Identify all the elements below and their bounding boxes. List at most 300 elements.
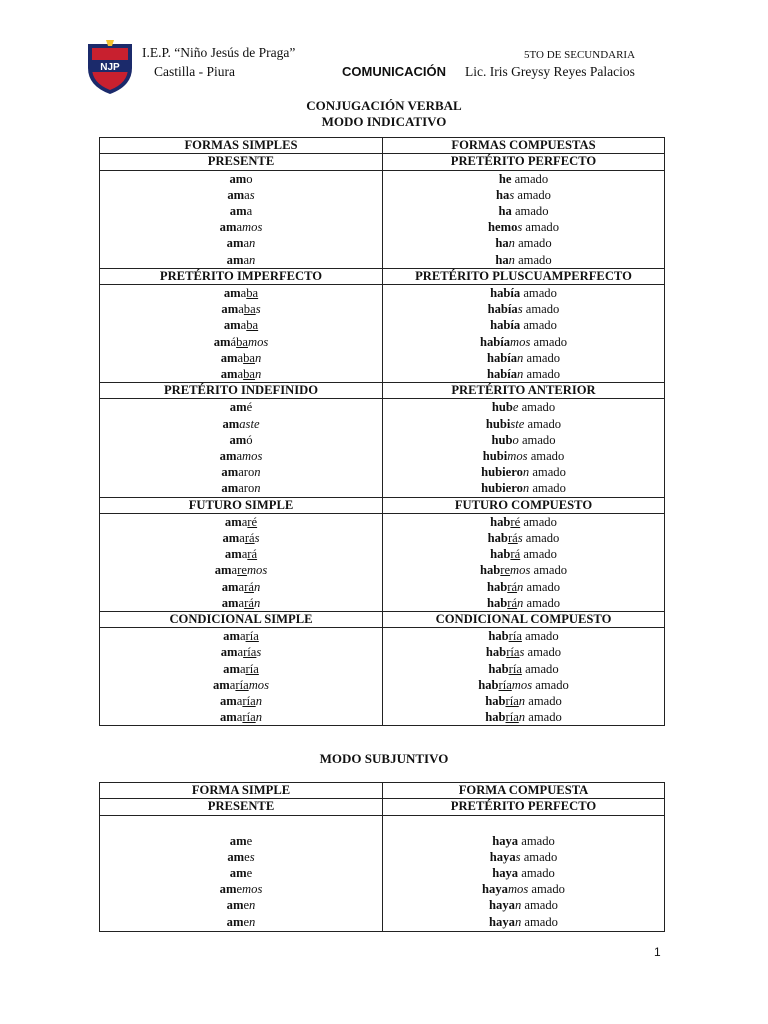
verb-part: a xyxy=(240,286,247,301)
verb-part: a xyxy=(238,579,245,594)
verb-form xyxy=(387,432,660,448)
verb-stem: había xyxy=(490,318,521,333)
verb-stem: he xyxy=(498,171,512,186)
verb-stem: am xyxy=(223,661,240,676)
col-header-left: FORMA SIMPLE xyxy=(100,783,383,799)
verb-ending: n xyxy=(249,914,256,929)
verb-stem: había xyxy=(487,302,518,317)
verb-ending: mos xyxy=(510,334,531,349)
tense-title: PRETÉRITO PERFECTO xyxy=(383,799,665,815)
verb-part: rá xyxy=(244,531,255,546)
verb-part: amado xyxy=(532,677,569,692)
verb-stem: hab xyxy=(485,645,507,660)
verb-part: amado xyxy=(529,481,566,496)
verb-ending: n xyxy=(517,350,524,365)
verb-stem: am xyxy=(226,898,244,913)
verb-ending: s xyxy=(517,531,523,546)
indicativo-body xyxy=(100,138,665,726)
verb-form xyxy=(387,203,660,219)
verb-stem: am xyxy=(222,531,240,546)
verb-stem: am xyxy=(213,677,230,692)
verb-part: a xyxy=(240,318,247,333)
verb-ending: s xyxy=(509,187,515,202)
verb-ending: n xyxy=(518,694,526,709)
conjugation-cell xyxy=(100,399,383,497)
verb-form xyxy=(387,464,660,480)
page-number: 1 xyxy=(654,945,661,959)
verb-stem: am xyxy=(226,252,244,267)
verb-form xyxy=(387,914,660,930)
verb-stem: am xyxy=(224,547,242,562)
verb-form xyxy=(104,301,378,317)
verb-stem: había xyxy=(490,286,521,301)
verb-part: rá xyxy=(244,595,254,610)
col-header-left: FORMAS SIMPLES xyxy=(100,138,383,154)
verb-part: amado xyxy=(520,547,557,562)
verb-ending: mos xyxy=(242,449,263,463)
verb-form xyxy=(387,350,660,366)
verb-stem: am xyxy=(226,236,244,251)
verb-stem: am xyxy=(221,465,239,480)
verb-stem: am xyxy=(219,882,237,897)
verb-ending: mos xyxy=(242,882,263,897)
verb-part: rá xyxy=(247,547,258,562)
verb-ending: n xyxy=(517,366,524,381)
verb-form xyxy=(387,677,660,693)
verb-part: amado xyxy=(523,366,561,381)
verb-stem: am xyxy=(223,286,241,301)
conjugation-cell xyxy=(383,285,665,383)
logo-text: NJP xyxy=(100,62,120,73)
col-header-right: FORMA COMPUESTA xyxy=(383,783,665,799)
verb-part: amado xyxy=(518,432,556,447)
verb-stem: am xyxy=(219,220,237,235)
verb-ending: mos xyxy=(246,563,268,578)
verb-part: amado xyxy=(522,531,560,546)
verb-stem: había xyxy=(486,366,518,381)
verb-form xyxy=(104,464,378,480)
verb-ending: s xyxy=(517,302,523,317)
verb-part: e xyxy=(246,865,253,880)
verb-part: aro xyxy=(238,465,255,480)
verb-ending: s xyxy=(517,220,523,235)
verb-stem: am xyxy=(221,302,239,317)
main-title: CONJUGACIÓN VERBAL xyxy=(306,98,462,113)
verb-form xyxy=(104,514,378,530)
verb-ending: n xyxy=(254,350,262,365)
verb-ending: mos xyxy=(242,220,263,235)
verb-part: a xyxy=(237,366,244,381)
verb-part: amado xyxy=(520,514,557,529)
verb-form xyxy=(104,579,378,595)
verb-form xyxy=(104,865,378,881)
verb-form xyxy=(104,530,378,546)
conjugation-cell xyxy=(100,815,383,931)
conjugation-cell xyxy=(100,628,383,726)
verb-stem: am xyxy=(227,187,245,202)
conjugation-row xyxy=(100,815,665,931)
verb-form xyxy=(387,416,660,432)
verb-form xyxy=(104,171,378,187)
verb-form xyxy=(104,661,378,677)
verb-ending: n xyxy=(522,465,530,480)
conjugation-cell xyxy=(100,513,383,611)
verb-part: e xyxy=(243,898,250,913)
verb-part: amado xyxy=(521,629,559,644)
verb-part: amado xyxy=(524,645,562,660)
verb-part: amado xyxy=(525,710,562,725)
conjugation-row xyxy=(100,399,665,497)
conjugation-cell xyxy=(383,513,665,611)
verb-stem: hub xyxy=(491,432,513,447)
verb-form xyxy=(104,285,378,301)
verb-part: amado xyxy=(523,350,561,365)
verb-part: amado xyxy=(525,694,562,709)
verb-stem: am xyxy=(229,432,247,447)
verb-stem: am xyxy=(220,710,237,725)
verb-part: á xyxy=(230,334,237,349)
verb-ending: aste xyxy=(239,416,260,431)
verb-part: a xyxy=(229,677,236,692)
verb-part: a xyxy=(238,302,244,317)
verb-part: ría xyxy=(508,629,522,644)
verb-form xyxy=(104,595,378,611)
verb-stem: hemo xyxy=(487,220,518,235)
verb-ending: mos xyxy=(248,677,269,692)
verb-stem: ha xyxy=(495,252,509,267)
verb-part: a xyxy=(241,514,248,529)
verb-form xyxy=(387,628,660,644)
verb-stem: ha xyxy=(495,236,509,251)
verb-form xyxy=(387,480,660,496)
verb-part: ría xyxy=(242,694,256,709)
verb-form xyxy=(387,833,660,849)
verb-form xyxy=(104,432,378,448)
tense-title: PRETÉRITO PERFECTO xyxy=(383,154,665,170)
verb-ending: n xyxy=(255,710,262,725)
verb-form xyxy=(387,661,660,677)
verb-ending: n xyxy=(517,595,524,610)
tense-title: CONDICIONAL SIMPLE xyxy=(100,611,383,627)
verb-form xyxy=(104,317,378,333)
teacher-name: Lic. Iris Greysy Reyes Palacios xyxy=(465,64,635,79)
tense-header-row xyxy=(100,799,665,815)
verb-part: ba xyxy=(246,318,259,333)
verb-form xyxy=(387,399,660,415)
verb-stem: había xyxy=(486,350,518,365)
tense-header-row xyxy=(100,497,665,513)
verb-part: a xyxy=(236,449,243,463)
verb-ending: mos xyxy=(510,563,531,578)
verb-form xyxy=(104,334,378,350)
conjugation-row xyxy=(100,170,665,268)
verb-stem: hubi xyxy=(485,416,511,431)
verb-form xyxy=(387,285,660,301)
verb-part: aro xyxy=(238,481,255,496)
verb-form xyxy=(104,897,378,913)
verb-form xyxy=(387,235,660,251)
verb-form xyxy=(387,693,660,709)
tense-title: PRESENTE xyxy=(100,799,383,815)
verb-ending: s xyxy=(256,645,262,660)
verb-stem: hab xyxy=(488,629,509,644)
conjugation-cell xyxy=(383,399,665,497)
school-location: Castilla - Piura xyxy=(154,64,235,79)
school-name: I.E.P. “Niño Jesús de Praga” xyxy=(142,45,296,60)
verb-stem: am xyxy=(229,400,247,415)
verb-ending: s xyxy=(519,645,525,660)
verb-form xyxy=(387,579,660,595)
conjugation-row xyxy=(100,513,665,611)
verb-stem: hab xyxy=(479,563,501,578)
verb-ending: s xyxy=(515,849,521,864)
verb-ending: mos xyxy=(507,882,529,897)
verb-form xyxy=(387,849,660,865)
verb-form xyxy=(387,530,660,546)
verb-stem: haya xyxy=(489,914,515,929)
verb-form xyxy=(387,334,660,350)
verb-part: re xyxy=(500,563,511,578)
verb-form xyxy=(104,350,378,366)
verb-ending: n xyxy=(249,252,256,267)
verb-part: amado xyxy=(514,236,552,251)
verb-form xyxy=(104,644,378,660)
verb-form xyxy=(387,317,660,333)
verb-part: ría xyxy=(505,710,519,725)
verb-part: ría xyxy=(508,661,522,676)
verb-form xyxy=(104,914,378,930)
verb-part: ría xyxy=(245,661,259,676)
verb-stem: am xyxy=(229,865,247,880)
verb-stem: haya xyxy=(482,882,508,897)
verb-stem: am xyxy=(220,350,238,365)
verb-stem: am xyxy=(221,481,239,496)
verb-part: ría xyxy=(498,677,512,692)
verb-part: amado xyxy=(514,187,551,202)
verb-part: rá xyxy=(510,547,521,562)
verb-ending: n xyxy=(254,366,262,381)
conjugation-cell xyxy=(100,285,383,383)
table-header-row xyxy=(100,783,665,799)
verb-ending: mos xyxy=(511,677,533,692)
verb-part: a xyxy=(244,187,250,202)
grade-label: 5TO DE SECUNDARIA xyxy=(524,49,636,61)
tense-title: PRESENTE xyxy=(100,154,383,170)
verb-ending: n xyxy=(508,236,515,251)
subjuntivo-table xyxy=(99,782,665,932)
verb-form xyxy=(104,546,378,562)
verb-form xyxy=(387,448,660,464)
conjugation-row xyxy=(100,285,665,383)
verb-form xyxy=(387,252,660,268)
verb-part: amado xyxy=(518,833,555,848)
verb-stem: am xyxy=(214,563,232,578)
verb-stem: am xyxy=(220,366,238,381)
verb-form xyxy=(387,514,660,530)
verb-part: amado xyxy=(521,661,559,676)
verb-stem: am xyxy=(221,579,239,594)
verb-part: e xyxy=(244,849,250,864)
verb-part: e xyxy=(243,914,250,929)
indicativo-table xyxy=(99,137,665,726)
verb-part: e xyxy=(246,833,253,848)
verb-part: ría xyxy=(235,677,249,692)
verb-part: ba xyxy=(246,286,259,301)
verb-stem: haya xyxy=(492,833,519,848)
verb-part: rá xyxy=(244,579,254,594)
verb-form xyxy=(104,252,378,268)
verb-ending: s xyxy=(249,187,255,202)
verb-stem: hubiero xyxy=(481,481,523,496)
verb-ending: mos xyxy=(507,449,528,463)
verb-stem: hab xyxy=(487,531,508,546)
verb-ending: s xyxy=(255,302,261,317)
verb-part: amado xyxy=(529,465,566,480)
verb-part: amado xyxy=(521,898,558,913)
verb-part: ría xyxy=(242,710,256,725)
verb-stem: am xyxy=(227,849,245,864)
verb-form xyxy=(104,833,378,849)
verb-part: a xyxy=(236,710,243,725)
verb-form xyxy=(104,628,378,644)
verb-part: rá xyxy=(507,595,518,610)
verb-stem: am xyxy=(229,171,247,186)
verb-ending: n xyxy=(253,579,261,594)
verb-part: amado xyxy=(520,318,557,333)
verb-form xyxy=(387,366,660,382)
verb-part: re xyxy=(237,563,247,578)
verb-part: amado xyxy=(521,914,558,929)
verb-stem: hab xyxy=(490,547,511,562)
verb-part: ó xyxy=(246,432,253,447)
verb-ending: n xyxy=(518,710,526,725)
verb-stem: haya xyxy=(489,849,516,864)
verb-form xyxy=(104,203,378,219)
verb-part: a xyxy=(237,350,244,365)
verb-part: amado xyxy=(511,203,549,218)
indicativo-title: MODO INDICATIVO xyxy=(321,114,447,129)
tense-title: PRETÉRITO PLUSCUAMPERFECTO xyxy=(383,268,665,284)
table-header-row xyxy=(100,138,665,154)
verb-part: ría xyxy=(245,629,259,644)
school-logo xyxy=(84,38,136,96)
tense-title: PRETÉRITO IMPERFECTO xyxy=(100,268,383,284)
verb-part: amado xyxy=(530,334,568,349)
conjugation-cell xyxy=(100,170,383,268)
verb-stem: hab xyxy=(478,677,499,692)
verb-part: a xyxy=(231,563,238,578)
verb-part: a xyxy=(237,645,244,660)
tense-header-row xyxy=(100,154,665,170)
verb-part: rá xyxy=(507,579,518,594)
verb-form xyxy=(104,849,378,865)
verb-form xyxy=(104,416,378,432)
verb-part: amado xyxy=(514,252,552,267)
verb-stem: am xyxy=(224,514,242,529)
verb-form xyxy=(104,693,378,709)
verb-part: ría xyxy=(243,645,257,660)
verb-form xyxy=(104,677,378,693)
verb-form xyxy=(387,897,660,913)
verb-stem: haya xyxy=(489,898,515,913)
verb-stem: había xyxy=(479,334,511,349)
tense-header-row xyxy=(100,268,665,284)
verb-part: a xyxy=(239,661,246,676)
conjugation-cell xyxy=(383,170,665,268)
verb-form xyxy=(387,171,660,187)
tense-title: PRETÉRITO ANTERIOR xyxy=(383,383,665,399)
verb-part: a xyxy=(243,236,250,251)
verb-stem: hab xyxy=(486,579,508,594)
verb-part: rá xyxy=(507,531,518,546)
verb-stem: hubi xyxy=(482,449,508,463)
verb-stem: hab xyxy=(486,595,508,610)
verb-ending: n xyxy=(254,481,261,496)
verb-part: a xyxy=(239,531,245,546)
verb-part: ré xyxy=(247,514,258,529)
verb-ending: n xyxy=(514,898,522,913)
verb-stem: am xyxy=(220,645,238,660)
verb-stem: am xyxy=(213,334,231,349)
subject-title: COMUNICACIÓN xyxy=(342,64,446,79)
verb-ending: n xyxy=(514,914,522,929)
tense-title: CONDICIONAL COMPUESTO xyxy=(383,611,665,627)
verb-ending: e xyxy=(512,400,519,415)
verb-stem: am xyxy=(223,318,241,333)
verb-part: ría xyxy=(505,694,519,709)
verb-stem: am xyxy=(226,914,244,929)
tense-title: PRETÉRITO INDEFINIDO xyxy=(100,383,383,399)
verb-stem: ha xyxy=(498,203,512,218)
verb-part: amado xyxy=(518,865,555,880)
verb-form xyxy=(104,235,378,251)
tense-header-row xyxy=(100,383,665,399)
verb-form xyxy=(387,546,660,562)
verb-form xyxy=(387,595,660,611)
verb-ending: s xyxy=(254,531,260,546)
verb-stem: am xyxy=(222,416,240,431)
verb-form xyxy=(104,562,378,578)
verb-ending: n xyxy=(522,481,530,496)
verb-stem: am xyxy=(229,833,247,848)
verb-part: amado xyxy=(522,302,560,317)
verb-part: amado xyxy=(528,882,565,897)
conjugation-cell xyxy=(383,815,665,931)
verb-part: ba xyxy=(243,366,255,381)
verb-part: e xyxy=(236,882,243,897)
verb-part: ba xyxy=(243,350,255,365)
verb-ending: ste xyxy=(510,416,525,431)
verb-form xyxy=(104,366,378,382)
tense-title: FUTURO COMPUESTO xyxy=(383,497,665,513)
verb-form xyxy=(104,219,378,235)
verb-form xyxy=(104,881,378,897)
verb-ending: n xyxy=(253,595,261,610)
verb-part: amado xyxy=(530,563,568,578)
verb-part: amado xyxy=(522,220,559,235)
verb-form xyxy=(104,399,378,415)
verb-stem: hubiero xyxy=(481,465,523,480)
verb-form xyxy=(104,187,378,203)
verb-form xyxy=(387,709,660,725)
conjugation-cell xyxy=(383,628,665,726)
verb-form xyxy=(104,480,378,496)
verb-ending: n xyxy=(249,898,256,913)
verb-part: a xyxy=(243,252,250,267)
verb-stem: ha xyxy=(496,187,510,202)
col-header-right: FORMAS COMPUESTAS xyxy=(383,138,665,154)
verb-part: a xyxy=(238,595,245,610)
